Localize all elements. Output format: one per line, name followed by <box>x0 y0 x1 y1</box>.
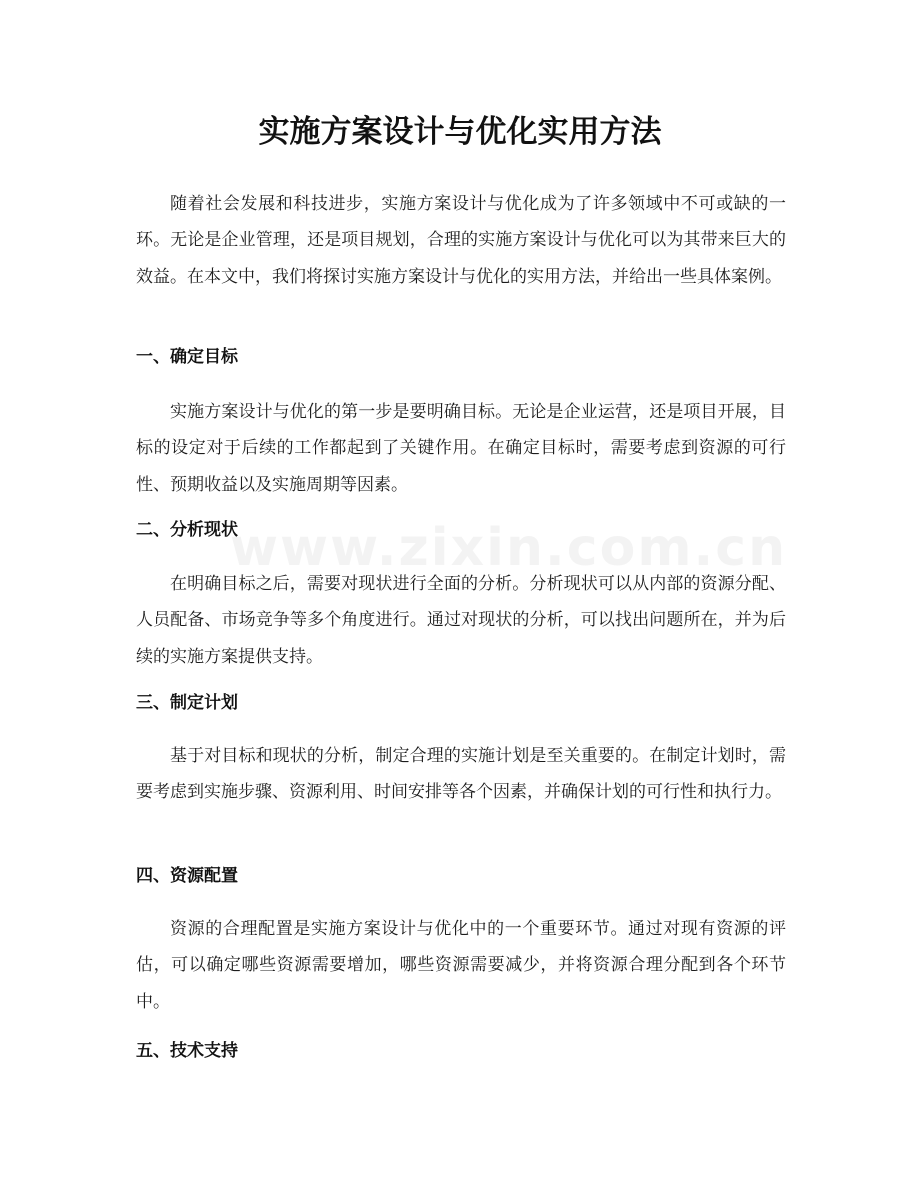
section-body-4: 资源的合理配置是实施方案设计与优化中的一个重要环节。通过对现有资源的评估，可以确定哪些资源需要增加，哪些资源需要减少，并将资源合理分配到各个环节中。 <box>136 919 786 1012</box>
section-heading-4: 四、资源配置 <box>136 866 238 886</box>
section-heading-2: 二、分析现状 <box>136 520 238 540</box>
section-body-1: 实施方案设计与优化的第一步是要明确目标。无论是企业运营，还是项目开展，目标的设定对于后续的工作都起到了关键作用。在确定目标时，需要考虑到资源的可行性、预期收益以及实施周期等因素。 <box>136 402 786 495</box>
section-heading-3: 三、制定计划 <box>136 693 238 713</box>
watermark: www.zixin.com.cn <box>230 518 788 578</box>
intro-paragraph: 随着社会发展和科技进步，实施方案设计与优化成为了许多领域中不可或缺的一环。无论是企业管理，还是项目规划，合理的实施方案设计与优化可以为其带来巨大的效益。在本文中，我们将探讨实施方案设计与优化的实用方法，并给出一些具体案例。 <box>136 194 786 287</box>
section-body-2: 在明确目标之后，需要对现状进行全面的分析。分析现状可以从内部的资源分配、人员配备、市场竞争等多个角度进行。通过对现状的分析，可以找出问题所在，并为后续的实施方案提供支持。 <box>136 574 786 667</box>
section-heading-1: 一、确定目标 <box>136 347 238 367</box>
section-body-3: 基于对目标和现状的分析，制定合理的实施计划是至关重要的。在制定计划时，需要考虑到实施步骤、资源利用、时间安排等各个因素，并确保计划的可行性和执行力。 <box>136 746 786 803</box>
document-title: 实施方案设计与优化实用方法 <box>258 114 662 150</box>
section-heading-5: 五、技术支持 <box>136 1041 238 1061</box>
